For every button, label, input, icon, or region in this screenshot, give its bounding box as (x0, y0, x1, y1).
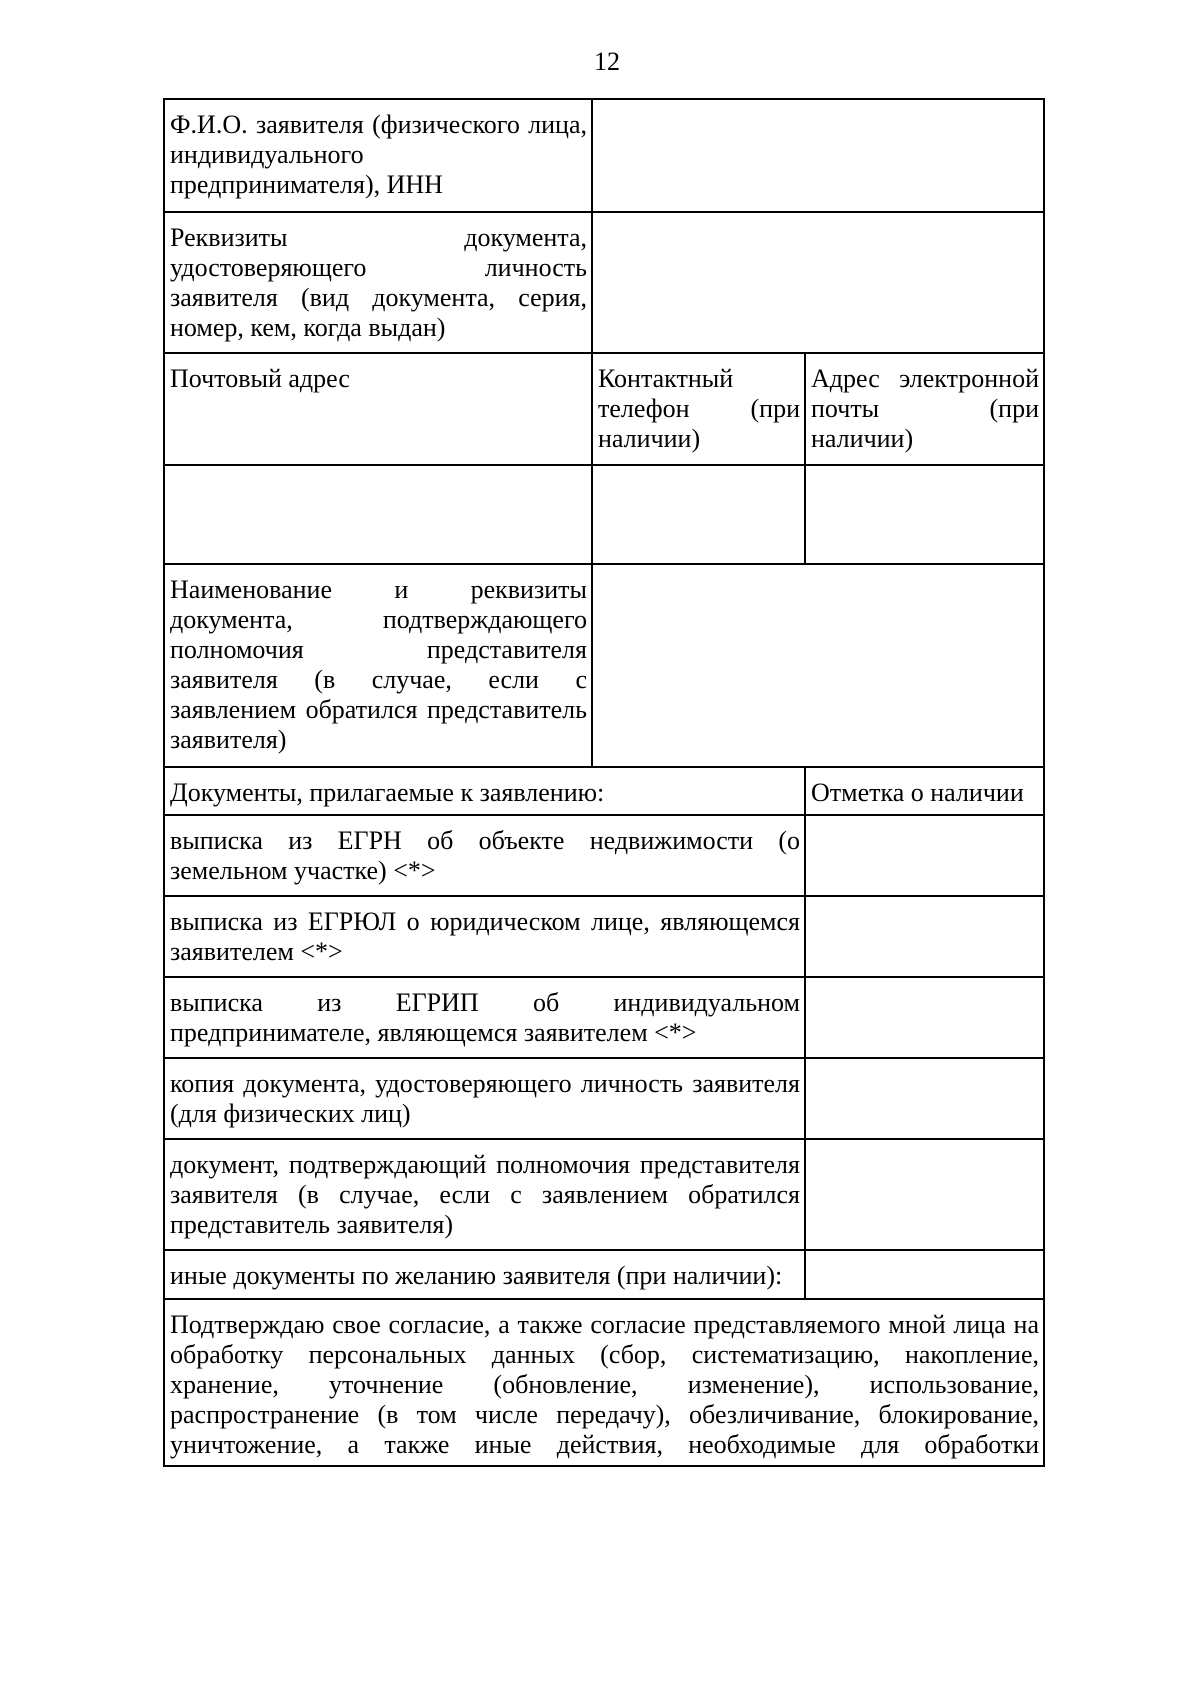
doc-other (163, 1249, 806, 1300)
doc-egrn-extract-mark (804, 814, 1045, 897)
text-line: Документы, прилагаемые к заявлению: (170, 778, 605, 807)
doc-egrul-extract-mark (804, 895, 1045, 978)
text-line: Почтовый адрес (170, 364, 350, 393)
doc-egrul-extract (163, 895, 806, 978)
email-header (804, 352, 1045, 466)
email-field (804, 464, 1045, 565)
phone-header (591, 352, 806, 466)
personal-data-consent (163, 1298, 1045, 1467)
text-line: почты (при (811, 394, 1039, 423)
doc-other-mark (804, 1249, 1045, 1300)
text-line: представитель заявителя) (170, 1210, 453, 1239)
text-line: выписка из ЕГРЮЛ о юридическом лице, являющемся (170, 907, 800, 936)
text-line: заявлением обратился представитель (170, 695, 587, 724)
text-line: наличии) (598, 424, 701, 453)
doc-egrip-extract (163, 976, 806, 1059)
postal-address-field (163, 464, 593, 565)
text-line: заявителем <*> (170, 937, 343, 966)
text-line: заявителя (в случае, если с заявлением обратился (170, 1180, 800, 1209)
text-line: Подтверждаю свое согласие, а также согласие представляемого мной лица на (170, 1310, 1039, 1339)
doc-representative-authority (163, 1138, 806, 1251)
text-line: телефон (при (598, 394, 800, 423)
text-line: удостоверяющего личность (170, 253, 587, 282)
text-line: Реквизиты документа, (170, 223, 587, 252)
text-line: документ, подтверждающий полномочия представителя (170, 1150, 800, 1179)
doc-egrip-extract-mark (804, 976, 1045, 1059)
text-line: номер, кем, когда выдан) (170, 313, 446, 342)
text-line: полномочия представителя (170, 635, 587, 664)
doc-identity-copy (163, 1057, 806, 1140)
application-form-table (163, 98, 1045, 1467)
text-line: выписка из ЕГРИП об индивидуальном (170, 988, 800, 1017)
applicant-name-field (591, 98, 1045, 213)
page-number: 12 (594, 47, 620, 76)
representative-authority-field (591, 563, 1045, 768)
identity-document-field (591, 211, 1045, 354)
text-line: земельном участке) <*> (170, 856, 436, 885)
text-line: Адрес электронной (811, 364, 1039, 393)
text-line: Контактный (598, 364, 734, 393)
doc-identity-copy-mark (804, 1057, 1045, 1140)
text-line: предпринимателя), ИНН (170, 170, 443, 199)
postal-address-header (163, 352, 593, 466)
text-line: выписка из ЕГРН об объекте недвижимости (о (170, 826, 800, 855)
phone-field (591, 464, 806, 565)
identity-document-label (163, 211, 593, 354)
text-line: Отметка о наличии (811, 778, 1024, 807)
text-line: хранение, уточнение (обновление, изменение), использование, (170, 1370, 1039, 1399)
text-line: Наименование и реквизиты (170, 575, 587, 604)
representative-authority-label (163, 563, 593, 768)
text-line: заявителя) (170, 725, 287, 754)
doc-representative-authority-mark (804, 1138, 1045, 1251)
text-line: документа, подтверждающего (170, 605, 587, 634)
text-line: (для физических лиц) (170, 1099, 411, 1128)
applicant-name-label (163, 98, 593, 213)
text-line: индивидуального (170, 140, 364, 169)
text-line: распространение (в том числе передачу), обезличивание, блокирование, (170, 1400, 1039, 1429)
attached-documents-header (163, 766, 806, 816)
text-line: Ф.И.О. заявителя (физического лица, (170, 110, 587, 139)
text-line: обработку персональных данных (сбор, систематизацию, накопление, (170, 1340, 1039, 1369)
text-line: копия документа, удостоверяющего личность заявителя (170, 1069, 800, 1098)
text-line: иные документы по желанию заявителя (при наличии): (170, 1261, 783, 1290)
text-line: предпринимателе, являющемся заявителем <*> (170, 1018, 697, 1047)
availability-mark-header (804, 766, 1045, 816)
text-line: заявителя (в случае, если с (170, 665, 587, 694)
doc-egrn-extract (163, 814, 806, 897)
text-line: наличии) (811, 424, 914, 453)
text-line: уничтожение, а также иные действия, необходимые для обработки (170, 1430, 1039, 1459)
text-line: заявителя (вид документа, серия, (170, 283, 587, 312)
